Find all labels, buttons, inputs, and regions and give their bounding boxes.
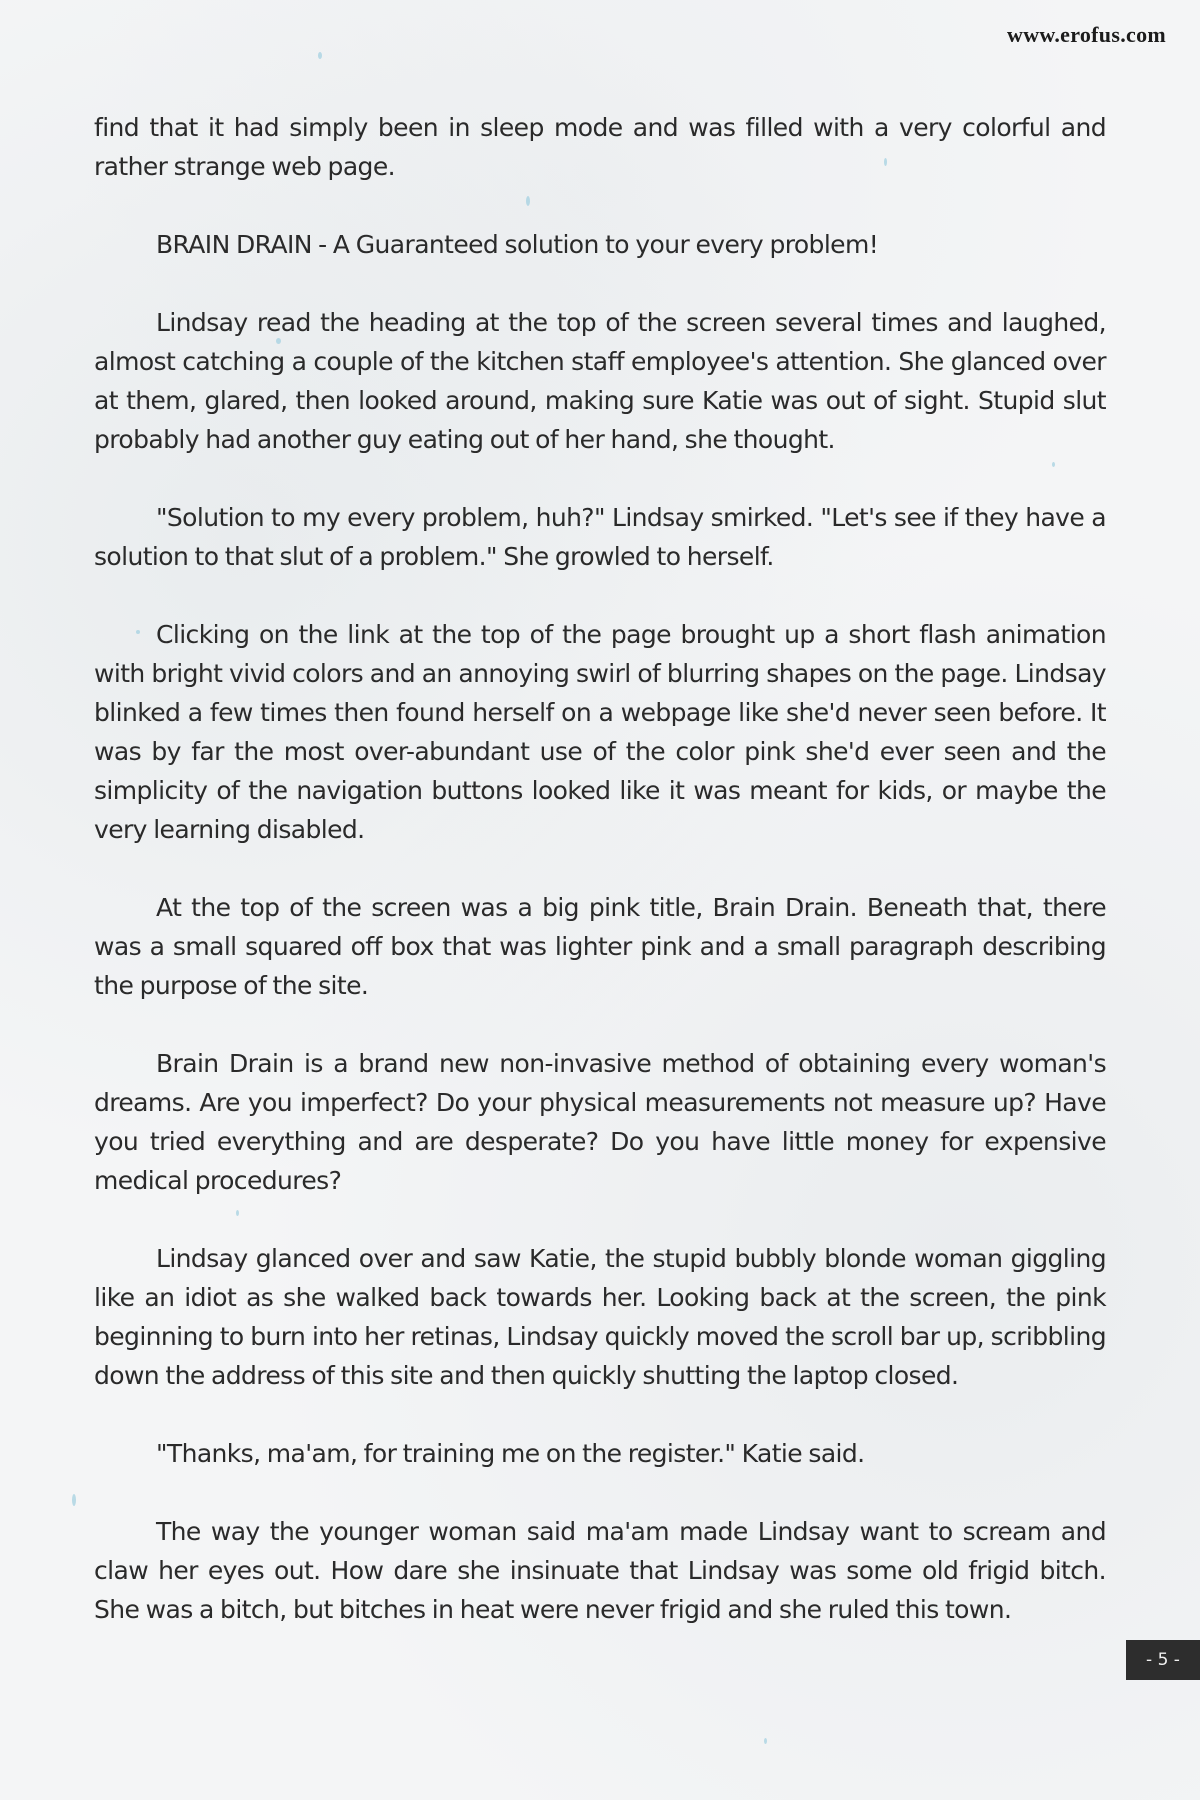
paper-speck xyxy=(764,1738,767,1744)
paragraph-2: BRAIN DRAIN - A Guaranteed solution to your every problem! xyxy=(156,230,879,259)
paper-speck xyxy=(318,52,322,59)
paragraph-9: "Thanks, ma'am, for training me on the register." Katie said. xyxy=(156,1439,865,1468)
watermark: www.erofus.com xyxy=(1007,22,1166,47)
page-number: - 5 - xyxy=(1126,1640,1200,1680)
paragraph-10: The way the younger woman said ma'am made Lindsay want to scream and claw her eyes out. How dare she insinuate that Lindsay was some old frigid bitch. She was a bitch, but bitches in heat were never frigid and she ruled this town. xyxy=(94,1517,1106,1624)
paragraph-3: Lindsay read the heading at the top of the screen several times and laughed, almost catching a couple of the kitchen staff employee's attention. She glanced over at them, glared, then looked around, making sure Katie was out of sight. Stupid slut probably had another guy eating out of her hand, she thought. xyxy=(94,308,1106,454)
paragraph-5: Clicking on the link at the top of the page brought up a short flash animation with bright vivid colors and an annoying swirl of blurring shapes on the page. Lindsay blinked a few times then found herself on a webpage like she'd never seen before. It was by far the most over-abundant use of the color pink she'd ever seen and the simplicity of the navigation buttons looked like it was meant for kids, or maybe the very learning disabled. xyxy=(94,620,1106,844)
paragraph-1: find that it had simply been in sleep mode and was filled with a very colorful and rather strange web page. xyxy=(94,113,1106,181)
paragraph-8: Lindsay glanced over and saw Katie, the stupid bubbly blonde woman giggling like an idiot as she walked back towards her. Looking back at the screen, the pink beginning to burn into her retinas, Lindsay quickly moved the scroll bar up, scribbling down the address of this site and then quickly shutting the laptop closed. xyxy=(94,1244,1106,1390)
paragraph-6: At the top of the screen was a big pink title, Brain Drain. Beneath that, there was a small squared off box that was lighter pink and a small paragraph describing the purpose of the site. xyxy=(94,893,1106,1000)
page-body xyxy=(94,108,1106,1668)
paper-speck xyxy=(72,1494,76,1506)
paragraph-4: "Solution to my every problem, huh?" Lindsay smirked. "Let's see if they have a solution to that slut of a problem." She growled to herself. xyxy=(94,503,1106,571)
paragraph-7: Brain Drain is a brand new non-invasive method of obtaining every woman's dreams. Are you imperfect? Do your physical measurements not measure up? Have you tried everything and are desperate? Do you have little money for expensive medical procedures? xyxy=(94,1049,1106,1195)
